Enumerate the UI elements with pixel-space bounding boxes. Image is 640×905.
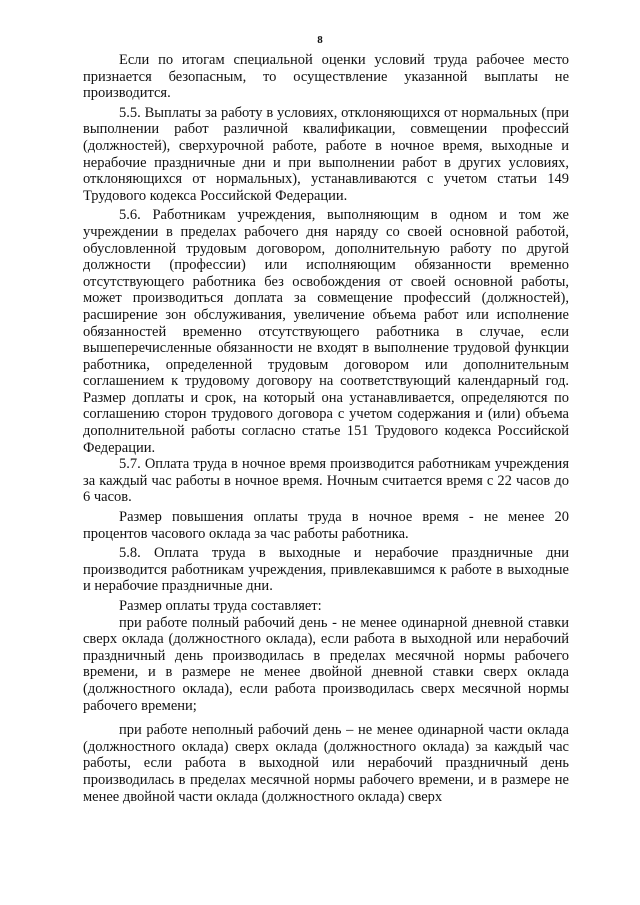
paragraph-pay-amount-intro: Размер оплаты труда составляет: [119,598,322,614]
paragraph-5-8: 5.8. Оплата труда в выходные и нерабочие праздничные дни производится работникам учреждения, привлекавшимся к работе в выходные и нерабочие праздничные дни. [83,545,569,595]
paragraph-safe-workplace: Если по итогам специальной оценки условий труда рабочее место признается безопасным, то осуществление указанной выплаты не производится. [83,52,569,102]
paragraph-night-pay-rate: Размер повышения оплаты труда в ночное время - не менее 20 процентов часового оклада за час работы работника. [83,509,569,542]
paragraph-5-7: 5.7. Оплата труда в ночное время производится работникам учреждения за каждый час работы в ночное время. Ночным считается время с 22 часов до 6 часов. [83,456,569,506]
paragraph-5-6: 5.6. Работникам учреждения, выполняющим в одном и том же учреждении в пределах рабочего дня наряду со своей основной работой, обусловленной трудовым договором, дополнительную работу по другой должности (профессии) или исполняющим обязанности временно отсутствующего работника без освобождения от своей основной работы, может производиться доплата за совмещение профессий (должностей), расширение зон обслуживания, увеличение объема работ или исполнение обязанностей временно отсутствующего работника в случае, если вышеперечисленные обязанности не входят в выполнение трудовой функции работника, определенной трудовым договором или дополнительным соглашением к трудовому договору на соответствующий календарный год. Размер доплаты и срок, на который она устанавливается, определяются по соглашению сторон трудового договора с учетом содержания и (или) объема дополнительной работы согласно статье 151 Трудового кодекса Российской Федерации. [83,207,569,456]
paragraph-full-day: при работе полный рабочий день - не менее одинарной дневной ставки сверх оклада (должностного оклада), если работа в выходной или нерабочий праздничный день производилась в пределах месячной нормы рабочего времени, и в размере не менее двойной дневной ставки сверх оклада (должностного оклада), если работа производилась сверх месячной нормы рабочего времени; [83,614,569,714]
paragraph-5-5: 5.5. Выплаты за работу в условиях, отклоняющихся от нормальных (при выполнении работ различной квалификации, совмещении профессий (должностей), сверхурочной работе, работе в ночное время, выходные и нерабочие праздничные дни и при выполнении работ в других условиях, отклоняющихся от нормальных), устанавливаются с учетом статьи 149 Трудового кодекса Российской Федерации. [83,104,569,204]
paragraph-part-day: при работе неполный рабочий день – не менее одинарной части оклада (должностного оклада) сверх оклада (должностного оклада) за каждый час работы, если работа в выходной или нерабочий праздничный день производилась в пределах месячной нормы рабочего времени, и в размере не менее двойной части оклада (должностного оклада) сверх [83,722,569,805]
document-body [83,52,569,805]
page-number: 8 [317,34,323,46]
